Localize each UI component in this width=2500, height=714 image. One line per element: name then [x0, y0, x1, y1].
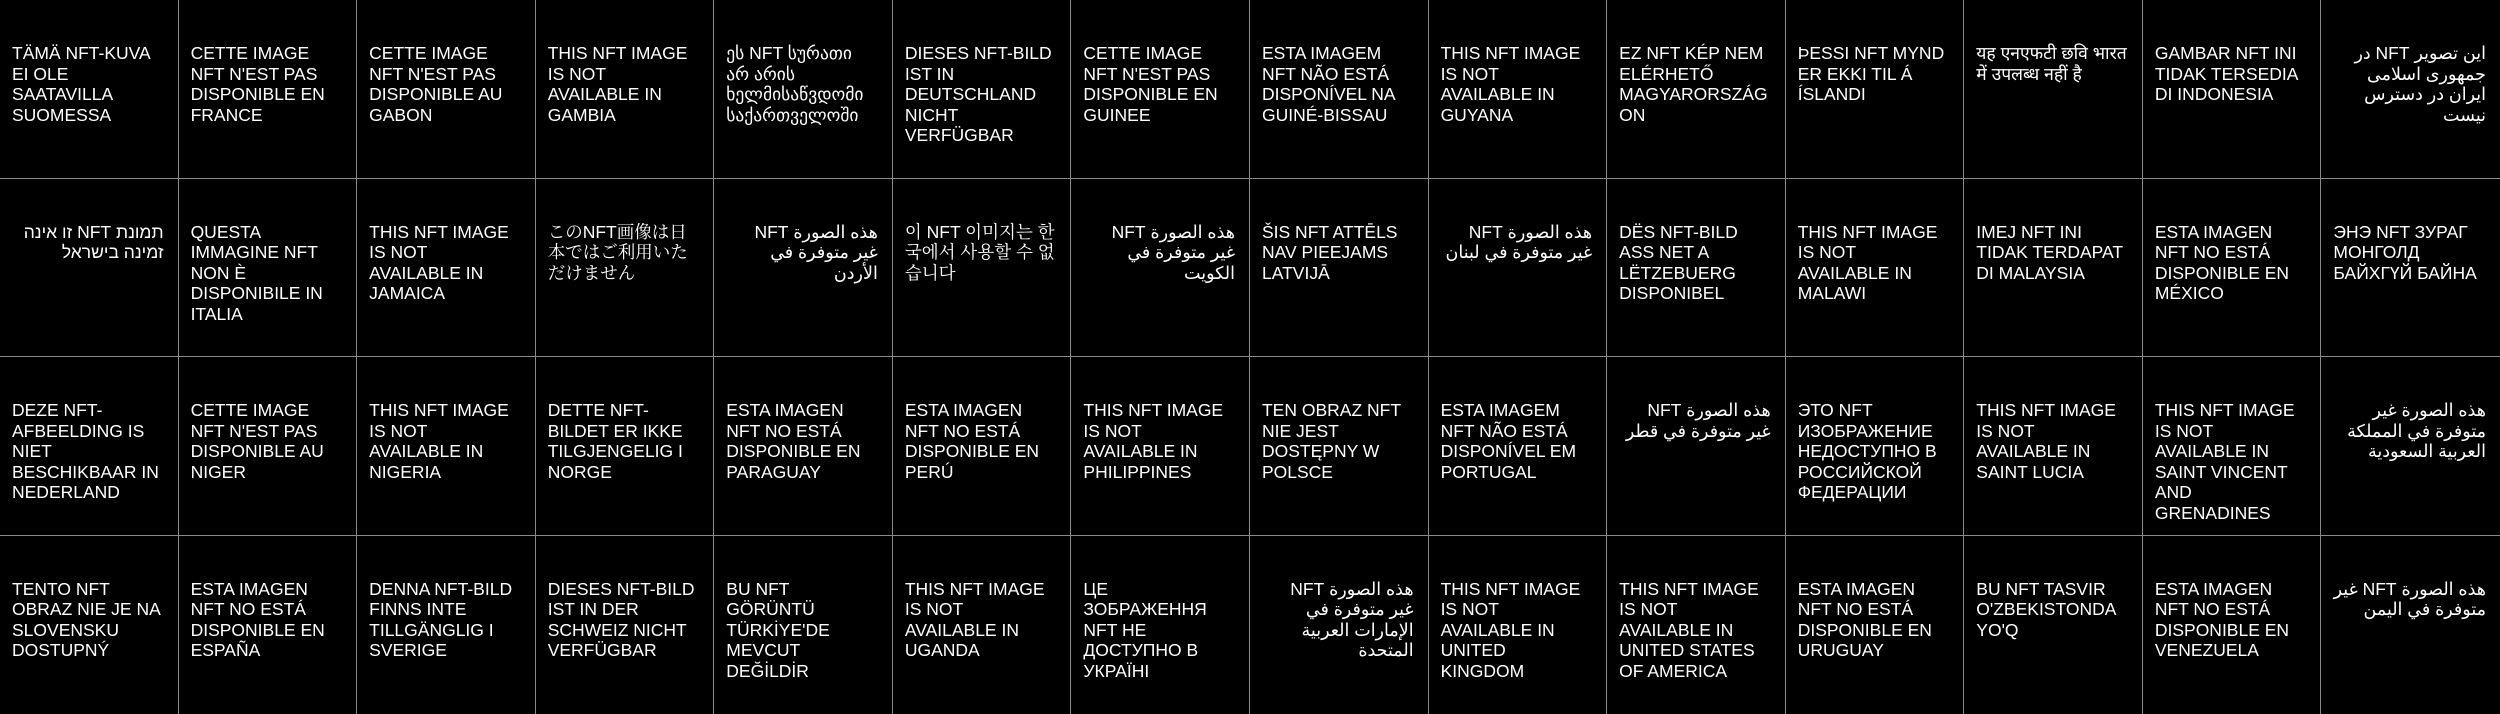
- grid-cell-text: این تصویر NFT در جمهوری اسلامی ایران در دسترس نیست: [2321, 0, 2500, 179]
- grid-cell-text: THIS NFT IMAGE IS NOT AVAILABLE IN GAMBIA: [536, 0, 715, 179]
- grid-cell-text: BU NFT GÖRÜNTÜ TÜRKİYE'DE MEVCUT DEĞİLDİR: [714, 536, 893, 714]
- grid-cell-text: هذه الصورة غير متوفرة في المملكة العربية السعودية: [2321, 357, 2500, 536]
- grid-cell-text: ЭНЭ NFT ЗУРАГ МОНГОЛД БАЙХГҮЙ БАЙНА: [2321, 179, 2500, 358]
- grid-cell-text: QUESTA IMMAGINE NFT NON È DISPONIBILE IN ITALIA: [179, 179, 358, 358]
- grid-cell-text: هذه الصورة NFT غير متوفرة في قطر: [1607, 357, 1786, 536]
- grid-cell-text: IMEJ NFT INI TIDAK TERDAPAT DI MALAYSIA: [1964, 179, 2143, 358]
- grid-cell-text: DENNA NFT-BILD FINNS INTE TILLGÄNGLIG I SVERIGE: [357, 536, 536, 714]
- grid-cell-text: ESTA IMAGEN NFT NO ESTÁ DISPONIBLE EN ESPAÑA: [179, 536, 358, 714]
- grid-cell-text: TÄMÄ NFT-KUVA EI OLE SAATAVILLA SUOMESSA: [0, 0, 179, 179]
- grid-cell-text: ESTA IMAGEN NFT NO ESTÁ DISPONIBLE EN URUGUAY: [1786, 536, 1965, 714]
- grid-cell-text: هذه الصورة NFT غير متوفرة في الكويت: [1071, 179, 1250, 358]
- grid-cell-text: THIS NFT IMAGE IS NOT AVAILABLE IN GUYANA: [1429, 0, 1608, 179]
- grid-cell-text: CETTE IMAGE NFT N'EST PAS DISPONIBLE AU NIGER: [179, 357, 358, 536]
- grid-cell-text: هذه الصورة NFT غير متوفرة في الأردن: [714, 179, 893, 358]
- grid-cell-text: EZ NFT KÉP NEM ELÉRHETŐ MAGYARORSZÁGON: [1607, 0, 1786, 179]
- grid-cell-text: CETTE IMAGE NFT N'EST PAS DISPONIBLE EN FRANCE: [179, 0, 358, 179]
- grid-cell-text: DIESES NFT-BILD IST IN DEUTSCHLAND NICHT VERFÜGBAR: [893, 0, 1072, 179]
- grid-cell-text: 이 NFT 이미지는 한국에서 사용할 수 없습니다: [893, 179, 1072, 358]
- grid-cell-text: CETTE IMAGE NFT N'EST PAS DISPONIBLE AU GABON: [357, 0, 536, 179]
- grid-cell-text: यह एनएफटी छवि भारत में उपलब्ध नहीं है: [1964, 0, 2143, 179]
- grid-cell-text: TEN OBRAZ NFT NIE JEST DOSTĘPNY W POLSCE: [1250, 357, 1429, 536]
- grid-cell-text: ESTA IMAGEM NFT NÃO ESTÁ DISPONÍVEL EM PORTUGAL: [1429, 357, 1608, 536]
- grid-cell-text: このNFT画像は日本ではご利用いただけません: [536, 179, 715, 358]
- grid-cell-text: THIS NFT IMAGE IS NOT AVAILABLE IN NIGERIA: [357, 357, 536, 536]
- grid-cell-text: ESTA IMAGEN NFT NO ESTÁ DISPONIBLE EN MÉXICO: [2143, 179, 2322, 358]
- grid-cell-text: THIS NFT IMAGE IS NOT AVAILABLE IN JAMAICA: [357, 179, 536, 358]
- grid-cell-text: GAMBAR NFT INI TIDAK TERSEDIA DI INDONESIA: [2143, 0, 2322, 179]
- grid-cell-text: هذه الصورة NFT غير متوفرة في الإمارات العربية المتحدة: [1250, 536, 1429, 714]
- grid-cell-text: THIS NFT IMAGE IS NOT AVAILABLE IN MALAWI: [1786, 179, 1965, 358]
- grid-cell-text: CETTE IMAGE NFT N'EST PAS DISPONIBLE EN GUINEE: [1071, 0, 1250, 179]
- grid-cell-text: ŠIS NFT ATTĒLS NAV PIEEJAMS LATVIJĀ: [1250, 179, 1429, 358]
- grid-cell-text: هذه الصورة NFT غير متوفرة في لبنان: [1429, 179, 1608, 358]
- grid-cell-text: ESTA IMAGEM NFT NÃO ESTÁ DISPONÍVEL NA GUINÉ-BISSAU: [1250, 0, 1429, 179]
- grid-cell-text: DIESES NFT-BILD IST IN DER SCHWEIZ NICHT VERFÜGBAR: [536, 536, 715, 714]
- grid-cell-text: BU NFT TASVIR O'ZBEKISTONDA YO'Q: [1964, 536, 2143, 714]
- grid-cell-text: THIS NFT IMAGE IS NOT AVAILABLE IN UNITED STATES OF AMERICA: [1607, 536, 1786, 714]
- grid-cell-text: TENTO NFT OBRAZ NIE JE NA SLOVENSKU DOSTUPNÝ: [0, 536, 179, 714]
- grid-cell-text: THIS NFT IMAGE IS NOT AVAILABLE IN SAINT LUCIA: [1964, 357, 2143, 536]
- grid-cell-text: ეს NFT სურათი არ არის ხელმისაწვდომი საქართველოში: [714, 0, 893, 179]
- grid-cell-text: ÞESSI NFT MYND ER EKKI TIL Á ÍSLANDI: [1786, 0, 1965, 179]
- grid-cell-text: ESTA IMAGEN NFT NO ESTÁ DISPONIBLE EN VENEZUELA: [2143, 536, 2322, 714]
- grid-cell-text: תמונת NFT זו אינה זמינה בישראל: [0, 179, 179, 358]
- grid-cell-text: DETTE NFT-BILDET ER IKKE TILGJENGELIG I NORGE: [536, 357, 715, 536]
- grid-cell-text: THIS NFT IMAGE IS NOT AVAILABLE IN PHILIPPINES: [1071, 357, 1250, 536]
- grid-cell-text: ЦЕ ЗОБРАЖЕННЯ NFT НЕ ДОСТУПНО В УКРАЇНІ: [1071, 536, 1250, 714]
- grid-cell-text: ESTA IMAGEN NFT NO ESTÁ DISPONIBLE EN PARAGUAY: [714, 357, 893, 536]
- grid-cell-text: هذه الصورة NFT غير متوفرة في اليمن: [2333, 578, 2486, 619]
- grid-cell-text: DEZE NFT-AFBEELDING IS NIET BESCHIKBAAR IN NEDERLAND: [0, 357, 179, 536]
- grid-cell-text: THIS NFT IMAGE IS NOT AVAILABLE IN SAINT VINCENT AND GRENADINES: [2143, 357, 2322, 536]
- grid-cell-text: ESTA IMAGEN NFT NO ESTÁ DISPONIBLE EN PERÚ: [893, 357, 1072, 536]
- grid-cell-text: THIS NFT IMAGE IS NOT AVAILABLE IN UGANDA: [893, 536, 1072, 714]
- grid-cell-text: ЭТО NFT ИЗОБРАЖЕНИЕ НЕДОСТУПНО В РОССИЙСКОЙ ФЕДЕРАЦИИ: [1786, 357, 1965, 536]
- grid-cell-text: DËS NFT-BILD ASS NET A LËTZEBUERG DISPONIBEL: [1607, 179, 1786, 358]
- grid-cell-text: THIS NFT IMAGE IS NOT AVAILABLE IN UNITED KINGDOM: [1429, 536, 1608, 714]
